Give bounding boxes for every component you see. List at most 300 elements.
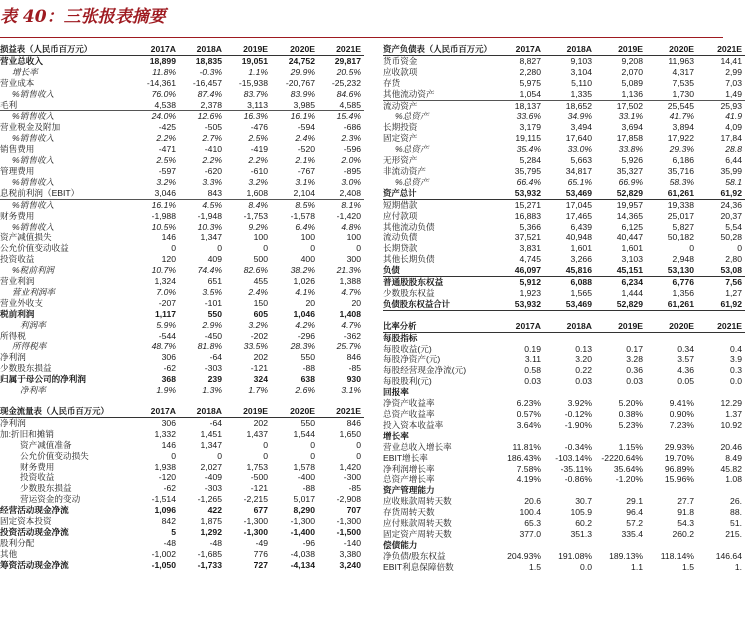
row-value: 28.8 xyxy=(725,144,742,155)
row-label: 每股净资产(元) xyxy=(383,354,441,365)
row-value: 53,08 xyxy=(697,265,745,276)
table-row xyxy=(0,417,364,428)
row-value: 1,923 xyxy=(519,287,541,298)
table-row xyxy=(0,560,364,571)
row-value: -300 xyxy=(343,472,361,483)
table-row xyxy=(0,222,364,233)
row-value: 0 xyxy=(356,450,361,461)
row-value: -450 xyxy=(204,330,222,341)
row-value: 1,601 xyxy=(621,243,643,254)
table-row xyxy=(0,440,364,451)
table-row xyxy=(383,89,745,100)
row-value: -207 xyxy=(158,297,176,308)
table-row xyxy=(0,265,364,276)
row-value: 0 xyxy=(217,450,222,461)
row-value: 0.03 xyxy=(626,376,643,387)
row-label: 筹资活动现金净流 xyxy=(0,559,69,570)
row-value: 1.5 xyxy=(682,561,694,572)
row-value: 45,816 xyxy=(544,265,595,276)
row-label: %总资产 xyxy=(395,144,429,155)
row-value: 1. xyxy=(734,561,742,572)
row-label: 其他流动资产 xyxy=(383,89,493,100)
row-value: 25,017 xyxy=(667,210,694,221)
row-value: -0.34% xyxy=(564,441,592,452)
balance-sheet-body xyxy=(383,44,745,310)
row-label: 销售费用 xyxy=(0,144,35,155)
row-value: -2220.64% xyxy=(601,452,643,463)
table-row xyxy=(383,464,745,475)
row-value: -520 xyxy=(297,144,315,155)
table-row xyxy=(0,549,364,560)
row-value xyxy=(493,332,544,343)
row-value: -140 xyxy=(343,537,361,548)
row-value: 1,608 xyxy=(225,188,271,199)
row-value: 0.58 xyxy=(524,365,541,376)
row-label: 负债股东权益合计 xyxy=(383,299,493,310)
row-value: 14,41 xyxy=(720,55,742,66)
row-label: 应收账款周转天数 xyxy=(383,496,452,507)
row-value: 21.3% xyxy=(336,265,361,276)
row-value: 3.64% xyxy=(516,419,541,430)
row-value: 26. xyxy=(730,496,742,507)
row-value: 53,469 xyxy=(544,188,595,199)
row-value: -1,753 xyxy=(243,210,268,221)
table-row xyxy=(383,485,745,496)
table-row xyxy=(383,111,745,122)
row-value: 61,92 xyxy=(697,299,745,310)
row-label: 存货 xyxy=(383,77,401,88)
row-label: 净利润增长率 xyxy=(383,463,435,474)
row-value: 1,650 xyxy=(339,428,361,439)
table-row xyxy=(0,374,364,385)
row-value: 1,875 xyxy=(200,516,222,527)
row-value: 100.4 xyxy=(519,507,541,518)
row-value: 6,44 xyxy=(725,155,742,166)
row-value xyxy=(646,485,697,496)
row-value: 17,045 xyxy=(565,199,592,210)
row-value: -409 xyxy=(204,472,222,483)
row-value: 0 xyxy=(263,450,268,461)
row-value: 1,27 xyxy=(725,287,742,298)
row-label: 营业成本 xyxy=(0,77,35,88)
row-value: -1,948 xyxy=(197,210,222,221)
row-value: 3.0% xyxy=(341,176,361,187)
row-label: %总资产 xyxy=(395,111,429,122)
row-value: 2.5% xyxy=(248,133,268,144)
row-value: 1.1% xyxy=(248,66,268,77)
row-label: 其他 xyxy=(0,548,18,559)
table-row xyxy=(383,144,745,155)
row-label: 净负债/股东权益 xyxy=(383,550,446,561)
table-row xyxy=(383,243,745,254)
row-value: 10.92 xyxy=(720,419,742,430)
row-value: 81.8% xyxy=(197,341,222,352)
row-value: 5,366 xyxy=(519,221,541,232)
row-value: 18,899 xyxy=(149,55,176,66)
row-value: -62 xyxy=(163,363,176,374)
row-label: 营业利润 xyxy=(0,276,35,287)
row-value: 2,408 xyxy=(318,188,364,199)
row-label: 其他流动负债 xyxy=(383,221,435,232)
row-label: 利润率 xyxy=(20,319,46,330)
row-value: 3,894 xyxy=(672,122,694,133)
row-value xyxy=(544,387,595,398)
row-value: 202 xyxy=(253,417,268,428)
row-value: 0 xyxy=(356,243,361,254)
row-value: -25,232 xyxy=(331,77,361,88)
row-value: -1,685 xyxy=(197,548,222,559)
table-row xyxy=(0,232,364,243)
row-value: 422 xyxy=(207,505,222,516)
row-label: 长期投资 xyxy=(383,122,418,133)
row-value: 0.22 xyxy=(575,365,592,376)
column-header: 2019E xyxy=(225,44,271,55)
row-value xyxy=(697,387,745,398)
row-value: 3,985 xyxy=(271,100,318,111)
row-value: 6,125 xyxy=(621,221,643,232)
row-value: 1.7% xyxy=(248,385,268,396)
row-value: 260.2 xyxy=(672,528,694,539)
table-row xyxy=(383,365,745,376)
table-row xyxy=(0,144,364,155)
cashflow-table xyxy=(0,406,364,571)
row-value: 4,585 xyxy=(318,100,364,111)
row-value: 0.05 xyxy=(677,376,694,387)
row-value: 1.5 xyxy=(529,561,541,572)
row-value: -620 xyxy=(204,165,222,176)
row-value: 2,378 xyxy=(179,100,225,111)
row-value: 35,716 xyxy=(667,165,694,176)
row-value: -476 xyxy=(250,122,268,133)
row-value: 8,290 xyxy=(293,505,315,516)
row-label: 归属于母公司的净利润 xyxy=(0,374,86,385)
row-value: -202 xyxy=(250,330,268,341)
row-value xyxy=(595,387,646,398)
row-label: 所得税 xyxy=(0,330,26,341)
table-row xyxy=(0,385,364,396)
row-value: -1,050 xyxy=(151,559,176,570)
row-value: 30.7 xyxy=(575,496,592,507)
row-value: -64 xyxy=(209,417,222,428)
row-value: -686 xyxy=(343,122,361,133)
row-value: 15.96% xyxy=(664,474,694,485)
row-value: 34,817 xyxy=(565,165,592,176)
row-value: 550 xyxy=(300,417,315,428)
row-value: 1,444 xyxy=(621,287,643,298)
row-value: 50,28 xyxy=(720,232,742,243)
table-row xyxy=(0,483,364,494)
income-statement-table xyxy=(0,44,364,396)
row-value: 2.0% xyxy=(341,155,361,166)
row-value: 1,356 xyxy=(672,287,694,298)
row-label: 资产管理能力 xyxy=(383,485,435,496)
row-value: 1,938 xyxy=(154,461,176,472)
row-value: 118.14% xyxy=(660,550,694,561)
row-value: 5.9% xyxy=(156,319,176,330)
row-value: 16.3% xyxy=(243,111,268,122)
row-value: 3,179 xyxy=(519,122,541,133)
table-row xyxy=(0,472,364,483)
row-label: 总资产增长率 xyxy=(383,474,435,485)
row-value: 9.2% xyxy=(248,221,268,232)
row-value: 3,104 xyxy=(570,66,592,77)
table-row xyxy=(383,387,745,398)
table-row xyxy=(383,199,745,210)
row-value xyxy=(595,431,646,442)
row-label: 普通股股东权益 xyxy=(383,277,444,288)
table-row xyxy=(0,111,364,122)
table-row xyxy=(383,354,745,365)
row-value: 29.9% xyxy=(290,66,315,77)
row-value: -1,300 xyxy=(243,516,268,527)
row-value: 0 xyxy=(310,439,315,450)
row-value: 19,115 xyxy=(515,133,541,144)
table-row xyxy=(0,331,364,342)
row-value: 651 xyxy=(207,276,222,287)
row-value: 7,56 xyxy=(725,277,742,288)
row-value: 5,827 xyxy=(672,221,694,232)
row-value: 707 xyxy=(346,505,361,516)
row-value: 1,332 xyxy=(154,428,176,439)
row-value: 5,926 xyxy=(621,155,643,166)
row-value xyxy=(697,431,745,442)
row-value: 3.20 xyxy=(575,354,592,365)
row-value: 0.17 xyxy=(626,343,643,354)
row-label: 少数股东损益 xyxy=(0,363,52,374)
row-value: 776 xyxy=(253,548,268,559)
row-value xyxy=(493,485,544,496)
row-value: 40,948 xyxy=(565,232,592,243)
row-value: -895 xyxy=(343,165,361,176)
row-value: 29,817 xyxy=(334,55,361,66)
row-value: 1,544 xyxy=(293,428,315,439)
row-value: 52,829 xyxy=(595,188,646,199)
row-value xyxy=(646,332,697,343)
row-label: 每股经营现金净流(元) xyxy=(383,365,467,376)
row-value: -505 xyxy=(204,122,222,133)
row-label: 净利润 xyxy=(0,417,26,428)
table-row xyxy=(383,122,745,133)
row-value: 3,046 xyxy=(132,188,179,199)
row-value: 54.3 xyxy=(677,518,694,529)
row-value: 83.7% xyxy=(243,88,268,99)
row-value: 0.3 xyxy=(730,365,742,376)
row-value: 677 xyxy=(253,505,268,516)
row-value: -103.14% xyxy=(555,452,592,463)
table-row xyxy=(383,398,745,409)
row-value: 1,388 xyxy=(339,276,361,287)
row-value: 1,292 xyxy=(200,526,222,537)
row-value: 35,327 xyxy=(616,165,643,176)
row-value: 2.2% xyxy=(156,133,176,144)
row-value: 550 xyxy=(207,308,222,319)
row-value: 4,538 xyxy=(132,100,179,111)
row-value: 1,046 xyxy=(293,308,315,319)
row-label: 营运资金的变动 xyxy=(20,494,81,505)
row-value: 1,565 xyxy=(570,287,592,298)
row-value: 50,182 xyxy=(667,232,694,243)
row-value: 65.3 xyxy=(524,518,541,529)
row-value: 7,535 xyxy=(672,77,694,88)
row-value: -14,361 xyxy=(146,77,176,88)
row-value: 6,439 xyxy=(570,221,592,232)
row-value: 3,266 xyxy=(570,254,592,265)
row-value: 9,208 xyxy=(621,55,643,66)
row-value: 3.2% xyxy=(248,176,268,187)
row-value: 17,858 xyxy=(616,133,643,144)
row-value: 2,99 xyxy=(725,66,742,77)
row-value: 3.1% xyxy=(295,176,315,187)
row-label: 应付账款周转天数 xyxy=(383,518,452,529)
row-value: 2.6% xyxy=(295,385,315,396)
row-value: 6.23% xyxy=(516,398,541,409)
row-value: 368 xyxy=(161,374,176,385)
table-row xyxy=(383,518,745,529)
row-value: 6,234 xyxy=(621,277,643,288)
row-value: 40,447 xyxy=(616,232,643,243)
row-value: 3,380 xyxy=(339,548,361,559)
row-value: 0.03 xyxy=(575,376,592,387)
table-row xyxy=(0,298,364,309)
row-value: 2.2% xyxy=(202,155,222,166)
table-row xyxy=(0,320,364,331)
row-value: 41.7% xyxy=(669,111,694,122)
row-value: -419 xyxy=(250,144,268,155)
row-value: 7.58% xyxy=(516,463,541,474)
row-value: -88 xyxy=(302,363,315,374)
row-value: -1,578 xyxy=(290,210,315,221)
row-label: 税前利润 xyxy=(0,308,35,319)
row-value: 2,027 xyxy=(200,461,222,472)
row-label: 增长率 xyxy=(12,66,38,77)
row-value: 1.37 xyxy=(725,409,742,419)
row-label: 负债 xyxy=(383,265,493,276)
row-value: 1,324 xyxy=(154,276,176,287)
row-value: 9,103 xyxy=(570,55,592,66)
row-value: 2.1% xyxy=(295,155,315,166)
table-row xyxy=(383,496,745,507)
row-value: 3.11 xyxy=(524,354,541,365)
row-value: 20,37 xyxy=(720,210,742,221)
row-value xyxy=(595,485,646,496)
row-label: 固定资产 xyxy=(383,133,418,144)
row-value xyxy=(544,431,595,442)
table-row xyxy=(0,211,364,222)
row-value: 3.28 xyxy=(626,354,643,365)
row-value: -85 xyxy=(348,363,361,374)
row-value: 2,280 xyxy=(519,66,541,77)
row-value: 6,776 xyxy=(672,277,694,288)
row-value: 20.6 xyxy=(524,496,541,507)
row-value: 33.0% xyxy=(567,144,592,155)
column-header: 2017A xyxy=(493,44,544,55)
row-label: 其他长期负债 xyxy=(383,254,435,265)
column-header: 2018A xyxy=(179,406,225,417)
row-value: 17,465 xyxy=(565,210,592,221)
row-value: 638 xyxy=(300,374,315,385)
row-label: 净利润 xyxy=(0,352,26,363)
row-value: 18,137 xyxy=(514,100,541,111)
row-value: 0.36 xyxy=(626,365,643,376)
row-label: 长期贷款 xyxy=(383,243,418,254)
row-value: 11.8% xyxy=(152,66,176,77)
row-value: 45.82 xyxy=(720,463,742,474)
row-value: 1.15% xyxy=(618,441,643,452)
row-value: 0 xyxy=(689,243,694,254)
table-row xyxy=(383,100,745,111)
column-header: 2021E xyxy=(697,321,745,332)
row-label: 营业总收入增长率 xyxy=(383,441,452,452)
row-value: -1,002 xyxy=(151,548,176,559)
row-value: 29.1 xyxy=(626,496,643,507)
row-value: 0.0 xyxy=(730,376,742,387)
table-row xyxy=(0,516,364,527)
row-value: -500 xyxy=(250,472,268,483)
row-value: 1,437 xyxy=(246,428,268,439)
row-value: 842 xyxy=(161,516,176,527)
row-value xyxy=(646,540,697,551)
row-label: 净利率 xyxy=(20,385,46,396)
row-value: 7.23% xyxy=(669,419,694,430)
column-header: 2020E xyxy=(646,321,697,332)
row-value: 8.4% xyxy=(248,199,268,210)
row-value: 6,088 xyxy=(570,277,592,288)
row-value: 20 xyxy=(351,297,361,308)
row-value: 16,883 xyxy=(514,210,541,221)
row-value xyxy=(595,332,646,343)
table-row xyxy=(0,341,364,352)
row-value: 400 xyxy=(300,254,315,265)
row-label: 投资活动现金净流 xyxy=(0,526,69,537)
row-value: 3.9 xyxy=(730,354,742,365)
table-row xyxy=(383,529,745,540)
row-value: 8.1% xyxy=(341,199,361,210)
row-label: 投入资本收益率 xyxy=(383,419,444,430)
row-value: 727 xyxy=(253,559,268,570)
row-label: 财务费用 xyxy=(20,461,55,472)
row-value: 0 xyxy=(263,243,268,254)
row-value: 1,026 xyxy=(293,276,315,287)
row-label: %销售收入 xyxy=(12,176,55,187)
row-value: 1,054 xyxy=(493,89,544,100)
row-value: 0 xyxy=(310,450,315,461)
row-value: 66.9% xyxy=(618,176,643,187)
row-label: 流动负债 xyxy=(383,232,418,243)
row-value: 5,975 xyxy=(519,77,541,88)
row-value: 0 xyxy=(171,450,176,461)
row-label: 投资收益 xyxy=(20,472,55,483)
row-label: 所得税率 xyxy=(12,341,47,352)
row-value: 1,601 xyxy=(570,243,592,254)
row-value: 2.7% xyxy=(202,133,222,144)
row-value: 53,932 xyxy=(493,299,544,310)
row-value: 0 xyxy=(737,243,742,254)
row-value: 82.6% xyxy=(243,265,268,276)
row-value: 8,827 xyxy=(519,55,541,66)
row-value: -120 xyxy=(158,472,176,483)
row-value: 58.1 xyxy=(725,176,742,187)
row-label: 少数股东损益 xyxy=(20,483,72,494)
row-value: 1.1 xyxy=(631,561,643,572)
row-value: 500 xyxy=(253,254,268,265)
row-value: -362 xyxy=(343,330,361,341)
table-row xyxy=(383,442,745,453)
row-value: 4,745 xyxy=(519,254,541,265)
row-value: 0 xyxy=(356,439,361,450)
row-label: %销售收入 xyxy=(12,155,55,166)
row-value: 53,932 xyxy=(493,188,544,199)
row-label: 股利分配 xyxy=(0,537,35,548)
